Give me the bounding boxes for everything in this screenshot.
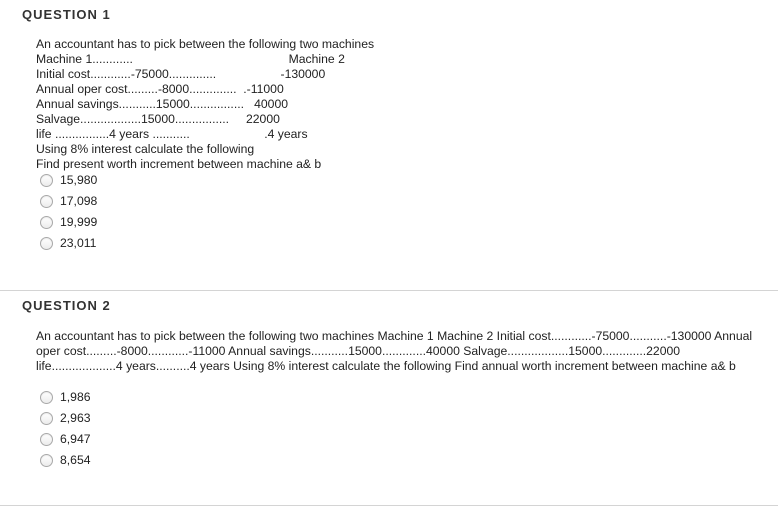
radio-button[interactable] [40, 174, 53, 187]
radio-button[interactable] [40, 195, 53, 208]
option-label: 19,999 [60, 215, 98, 229]
question-1-line-7: life ................4 years ........... .4 years [36, 127, 308, 141]
question-1-option-3[interactable] [40, 214, 97, 230]
option-label: 8,654 [60, 453, 91, 467]
question-1-line-3: Initial cost............-75000.............. -130000 [36, 67, 326, 81]
question-1-line-5: Annual savings...........15000................ 40000 [36, 97, 289, 111]
question-2-option-2[interactable] [40, 410, 91, 426]
radio-button[interactable] [40, 237, 53, 250]
question-1-option-1[interactable] [40, 172, 97, 188]
radio-button[interactable] [40, 412, 53, 425]
radio-button[interactable] [40, 454, 53, 467]
question-2-text: An accountant has to pick between the following two machines Machine 1 Machine 2 Initial cost............-75000...........-130000 Annual oper cost.........-8000............-11000 Annual savings...........15000.............40000 Salvage..................15000.............22000 life...................4 years..........4 years Using 8% interest calculate the following Find annual worth increment between machine a& b [36, 329, 753, 373]
question-1-line-6: Salvage..................15000................ 22000 [36, 112, 280, 126]
question-2 [0, 291, 778, 508]
option-label: 6,947 [60, 432, 91, 446]
option-label: 1,986 [60, 390, 91, 404]
question-1-line-8: Using 8% interest calculate the following [36, 142, 255, 156]
radio-button[interactable] [40, 216, 53, 229]
question-1-header: QUESTION 1 [22, 7, 111, 22]
question-2-option-3[interactable] [40, 431, 91, 447]
radio-button[interactable] [40, 433, 53, 446]
option-label: 23,011 [60, 236, 97, 250]
question-2-header: QUESTION 2 [22, 298, 111, 313]
question-1-line-9: Find present worth increment between machine a& b [36, 157, 322, 171]
option-label: 2,963 [60, 411, 91, 425]
question-1-line-4: Annual oper cost.........-8000.............. .-11000 [36, 82, 284, 96]
option-label: 17,098 [60, 194, 98, 208]
question-2-option-4[interactable] [40, 452, 91, 468]
question-1-option-4[interactable] [40, 235, 96, 251]
question-1-line-1: An accountant has to pick between the following two machines [36, 37, 375, 51]
question-1-option-2[interactable] [40, 193, 97, 209]
radio-button[interactable] [40, 391, 53, 404]
question-divider [0, 505, 778, 506]
option-label: 15,980 [60, 173, 98, 187]
question-2-option-1[interactable] [40, 389, 91, 405]
question-1-line-2: Machine 1............ Machine 2 [36, 52, 345, 66]
